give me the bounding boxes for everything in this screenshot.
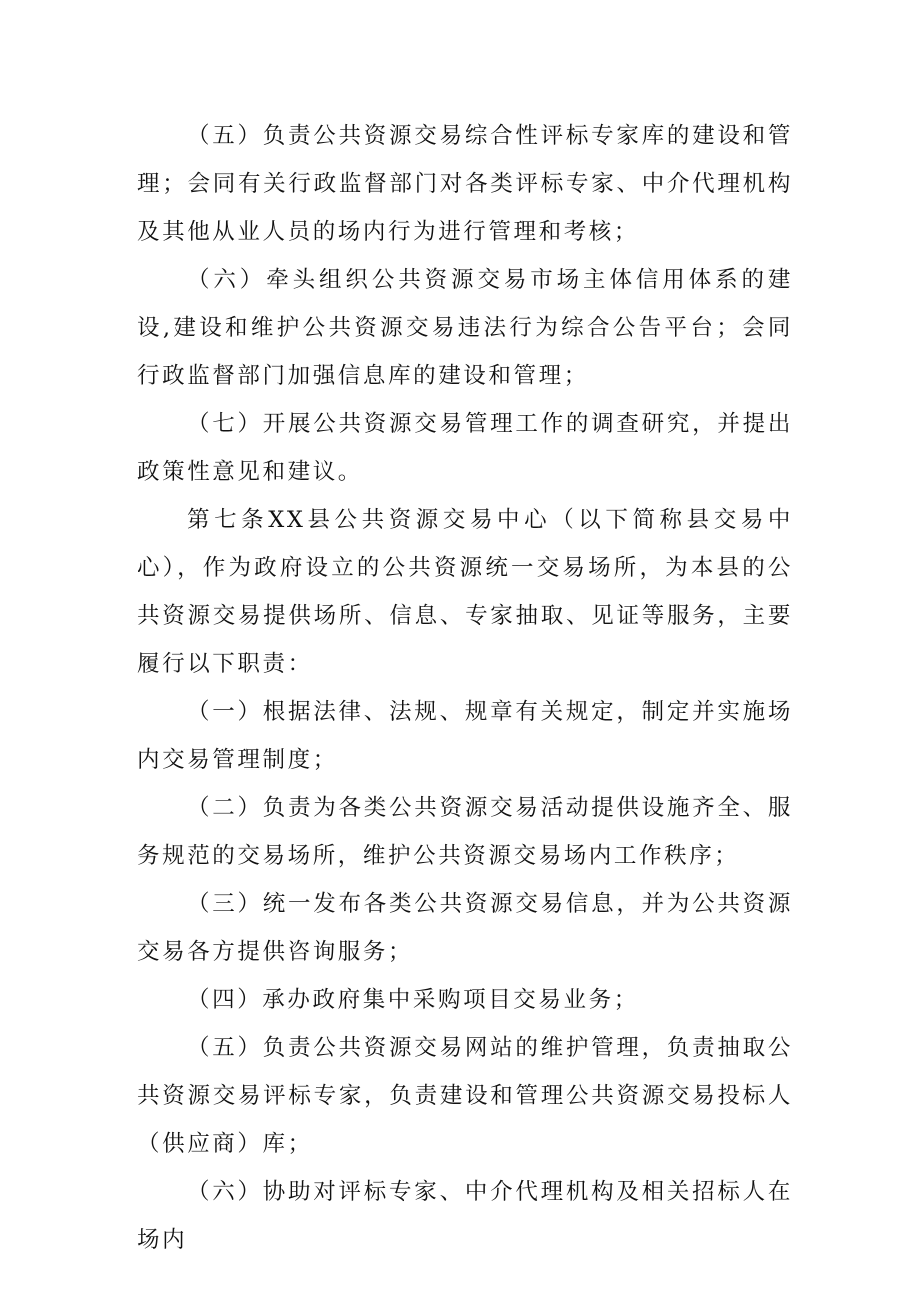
paragraph-policy-research: （七）开展公共资源交易管理工作的调查研究，并提出政策性意见和建议。 bbox=[137, 411, 793, 485]
paragraph-duty-2: （二）负责为各类公共资源交易活动提供设施齐全、服务规范的交易场所，维护公共资源交易场内工作秩序； bbox=[137, 795, 793, 869]
paragraph-duty-6: （六）协助对评标专家、中介代理机构及相关招标人在场内 bbox=[137, 1179, 793, 1253]
paragraph-duty-5: （五）负责公共资源交易网站的维护管理，负责抽取公共资源交易评标专家，负责建设和管理公共资源交易投标人（供应商）库； bbox=[137, 1035, 793, 1157]
paragraph-credit-system: （六）牵头组织公共资源交易市场主体信用体系的建设,建设和维护公共资源交易违法行为综合公告平台；会同行政监督部门加强信息库的建设和管理； bbox=[137, 267, 793, 389]
paragraph-duty-3: （三）统一发布各类公共资源交易信息，并为公共资源交易各方提供咨询服务； bbox=[137, 891, 793, 965]
paragraph-duty-4: （四）承办政府集中采购项目交易业务； bbox=[187, 987, 639, 1013]
paragraph-expert-database: （五）负责公共资源交易综合性评标专家库的建设和管理；会同有关行政监督部门对各类评标专家、中介代理机构及其他从业人员的场内行为进行管理和考核； bbox=[137, 123, 793, 245]
paragraph-article-seven: 第七条XX县公共资源交易中心（以下简称县交易中心），作为政府设立的公共资源统一交易场所，为本县的公共资源交易提供场所、信息、专家抽取、见证等服务，主要履行以下职责： bbox=[137, 507, 793, 677]
document-body bbox=[137, 112, 793, 1264]
paragraph-duty-1: （一）根据法律、法规、规章有关规定，制定并实施场内交易管理制度； bbox=[137, 699, 793, 773]
